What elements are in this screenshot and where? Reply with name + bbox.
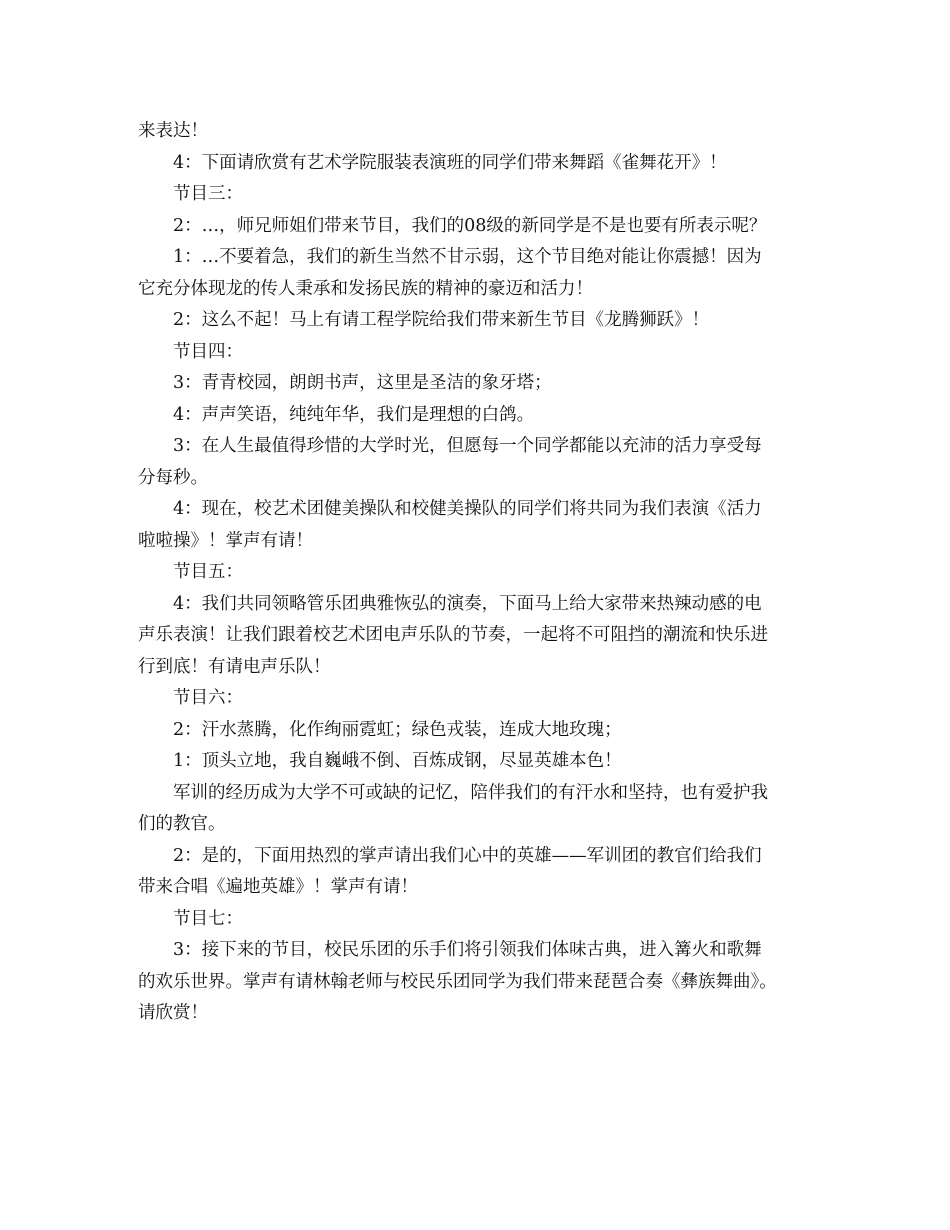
paragraph-line: 1：…不要着急，我们的新生当然不甘示弱，这个节目绝对能让你震撼！因为	[173, 247, 762, 267]
paragraph-line: 它充分体现龙的传人秉承和发扬民族的精神的豪迈和活力！	[138, 278, 593, 299]
paragraph-line: 4：我们共同领略管乐团典雅恢弘的演奏，下面马上给大家带来热辣动感的电	[173, 593, 762, 614]
section-heading: 节目三：	[173, 184, 243, 204]
paragraph-line: 分每秒。	[138, 467, 208, 488]
document-body	[138, 116, 818, 1030]
paragraph-line: 声乐表演！让我们跟着校艺术团电声乐队的节奏，一起将不可阻挡的潮流和快乐进	[138, 625, 768, 645]
paragraph-line: 军训的经历成为大学不可或缺的记忆，陪伴我们的有汗水和坚持，也有爱护我	[173, 782, 768, 803]
paragraph-line: 4：下面请欣赏有艺术学院服装表演班的同学们带来舞蹈《雀舞花开》！	[173, 152, 727, 173]
paragraph-line: 2：…，师兄师姐们带来节目，我们的08级的新同学是不是也要有所表示呢？	[173, 215, 767, 236]
paragraph-line: 请欣赏！	[138, 1003, 208, 1023]
paragraph-line: 带来合唱《遍地英雄》！掌声有请！	[138, 877, 418, 897]
paragraph-line: 2：是的，下面用热烈的掌声请出我们心中的英雄——军训团的教官们给我们	[173, 845, 762, 866]
paragraph-line: 的欢乐世界。掌声有请林翰老师与校民乐团同学为我们带来琵琶合奏《彝族舞曲》。	[138, 971, 777, 992]
paragraph-line: 3：接下来的节目，校民乐团的乐手们将引领我们体味古典，进入篝火和歌舞	[173, 940, 762, 960]
paragraph-line: 4：声声笑语，纯纯年华，我们是理想的白鸽。	[173, 404, 535, 425]
paragraph-line: 2：这么不起！马上有请工程学院给我们带来新生节目《龙腾狮跃》！	[173, 310, 710, 330]
paragraph-line: 们的教官。	[138, 814, 226, 834]
paragraph-line: 4：现在，校艺术团健美操队和校健美操队的同学们将共同为我们表演《活力	[173, 499, 762, 519]
section-heading: 节目五：	[173, 562, 243, 582]
paragraph-line: 啦啦操》！掌声有请！	[138, 530, 313, 551]
paragraph-line: 来表达！	[138, 121, 208, 141]
paragraph-line: 2：汗水蒸腾，化作绚丽霓虹；绿色戎装，连成大地玫瑰；	[173, 719, 622, 740]
section-heading: 节目七：	[173, 908, 243, 929]
paragraph-line: 1：顶头立地，我自巍峨不倒、百炼成钢，尽显英雄本色！	[173, 751, 622, 771]
section-heading: 节目六：	[173, 688, 243, 708]
paragraph-line: 3：青青校园，朗朗书声，这里是圣洁的象牙塔；	[173, 373, 552, 393]
paragraph-line: 行到底！有请电声乐队！	[138, 656, 331, 677]
paragraph-line: 3：在人生最值得珍惜的大学时光，但愿每一个同学都能以充沛的活力享受每	[173, 436, 762, 456]
section-heading: 节目四：	[173, 341, 243, 362]
